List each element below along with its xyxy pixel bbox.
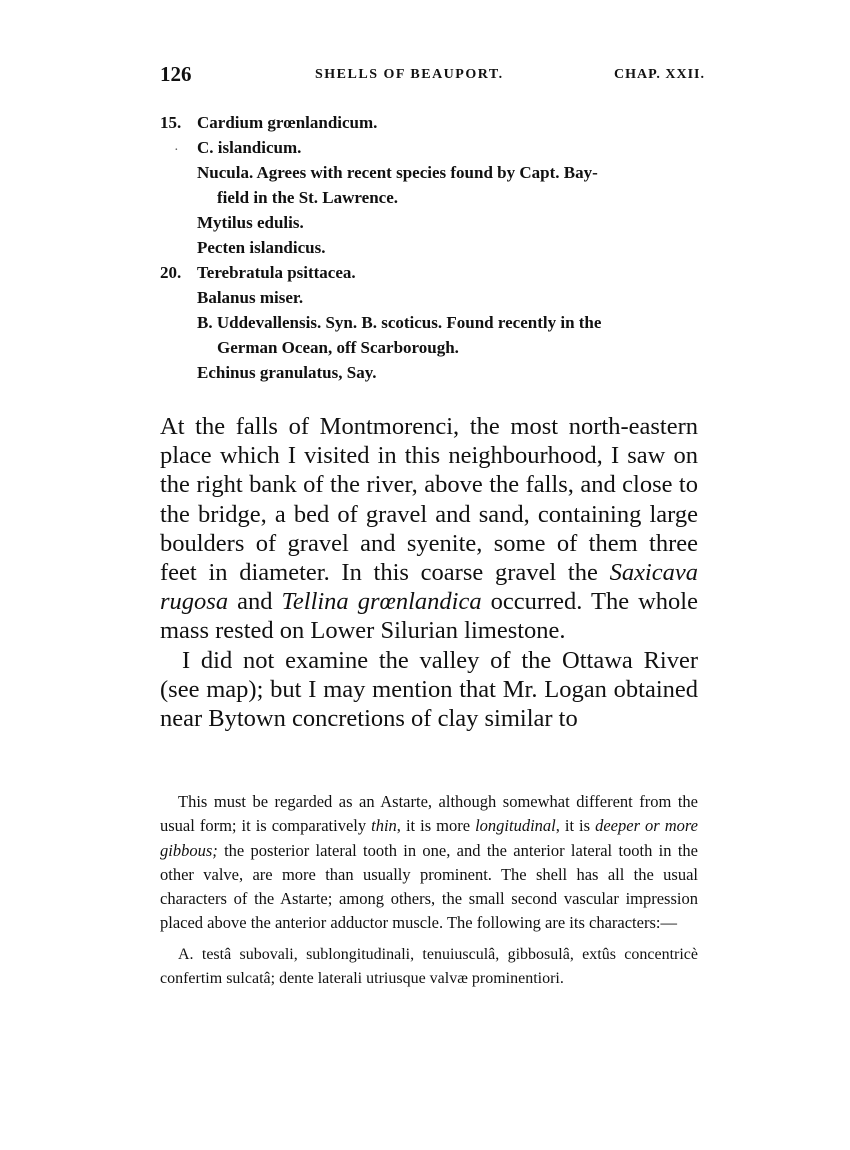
species-name: Tellina grœnlandica [281, 588, 482, 616]
list-text: Cardium grœnlandicum. [197, 113, 378, 132]
footnote-emphasis: thin [371, 816, 397, 836]
list-item [160, 160, 705, 210]
list-text: Terebratula psittacea. [197, 263, 356, 282]
species-name: Saxicava rugosa [160, 559, 698, 616]
running-title: SHELLS OF BEAUPORT. [315, 67, 504, 82]
page-header [160, 62, 705, 92]
chapter-label: CHAP. XXII. [614, 67, 705, 82]
paragraph-text: At the falls of Montmorenci, the most north-eastern place which I visited in this neighbourhood, I saw on the right bank of the river, above the falls, and close to the bridge, a bed of gravel and sand, containing large boulders of gravel and syenite, some of them three feet in diameter. In this coarse gravel the [160, 413, 698, 587]
list-text-continuation: German Ocean, off Scarborough. [217, 338, 459, 357]
list-text: Balanus miser. [197, 288, 304, 307]
main-text [160, 412, 698, 733]
footnote-emphasis: longitudinal [475, 816, 556, 836]
list-text-continuation: field in the St. Lawrence. [217, 188, 399, 207]
list-number: 20. [160, 263, 182, 282]
paragraph-text: I did not examine the valley of the Ottawa River (see map); but I may mention that Mr. Logan obtained near Bytown concretions of clay similar to [160, 646, 698, 733]
list-number: 15. [160, 113, 182, 132]
page-number: 126 [160, 62, 192, 86]
list-item [160, 135, 705, 160]
list-text: Pecten islandicus. [197, 238, 326, 257]
list-item [160, 110, 705, 135]
footnote-text: , it is more [396, 816, 476, 836]
footnote-text: the posterior lateral tooth in one, and the anterior lateral tooth in the other valve, are more than usually prominent. The shell has all the usual characters of the Astarte; among others, the small second vascular impression placed above the anterior adductor muscle. The following are its characters:— [160, 840, 698, 933]
list-text: Nucula. Agrees with recent species found by Capt. Bay- [197, 163, 598, 182]
list-item [160, 310, 705, 360]
stray-mark: · [174, 143, 179, 158]
footnote-text: , it is [555, 816, 596, 836]
footnote-paragraph [160, 790, 698, 936]
list-text: Echinus granulatus, Say. [197, 363, 377, 382]
paragraph-text: and [228, 588, 282, 616]
footnote-emphasis: deeper or more gibbous; [160, 816, 698, 860]
paragraph-text: occurred. The whole mass rested on Lower Silurian limestone. [160, 588, 698, 645]
footnote-text: This must be regarded as an Astarte, although somewhat different from the usual form; it is comparatively [160, 792, 698, 836]
footnote-latin-diagnosis: A. testâ subovali, sublongitudinali, tenuiusculâ, gibbosulâ, extûs concentricè confertim sulcatâ; dente laterali utriusque valvæ prominentiori. [160, 945, 698, 988]
list-item [160, 260, 705, 285]
paragraph [160, 646, 698, 734]
list-text: Mytilus edulis. [197, 213, 304, 232]
list-item [160, 285, 705, 310]
list-text: B. Uddevallensis. Syn. B. scoticus. Found recently in the [197, 313, 602, 332]
paragraph [160, 412, 698, 646]
list-item [160, 360, 705, 385]
species-list [160, 110, 705, 385]
footnote [160, 790, 698, 991]
list-item [160, 235, 705, 260]
list-item [160, 210, 705, 235]
list-text: C. islandicum. [197, 138, 302, 157]
